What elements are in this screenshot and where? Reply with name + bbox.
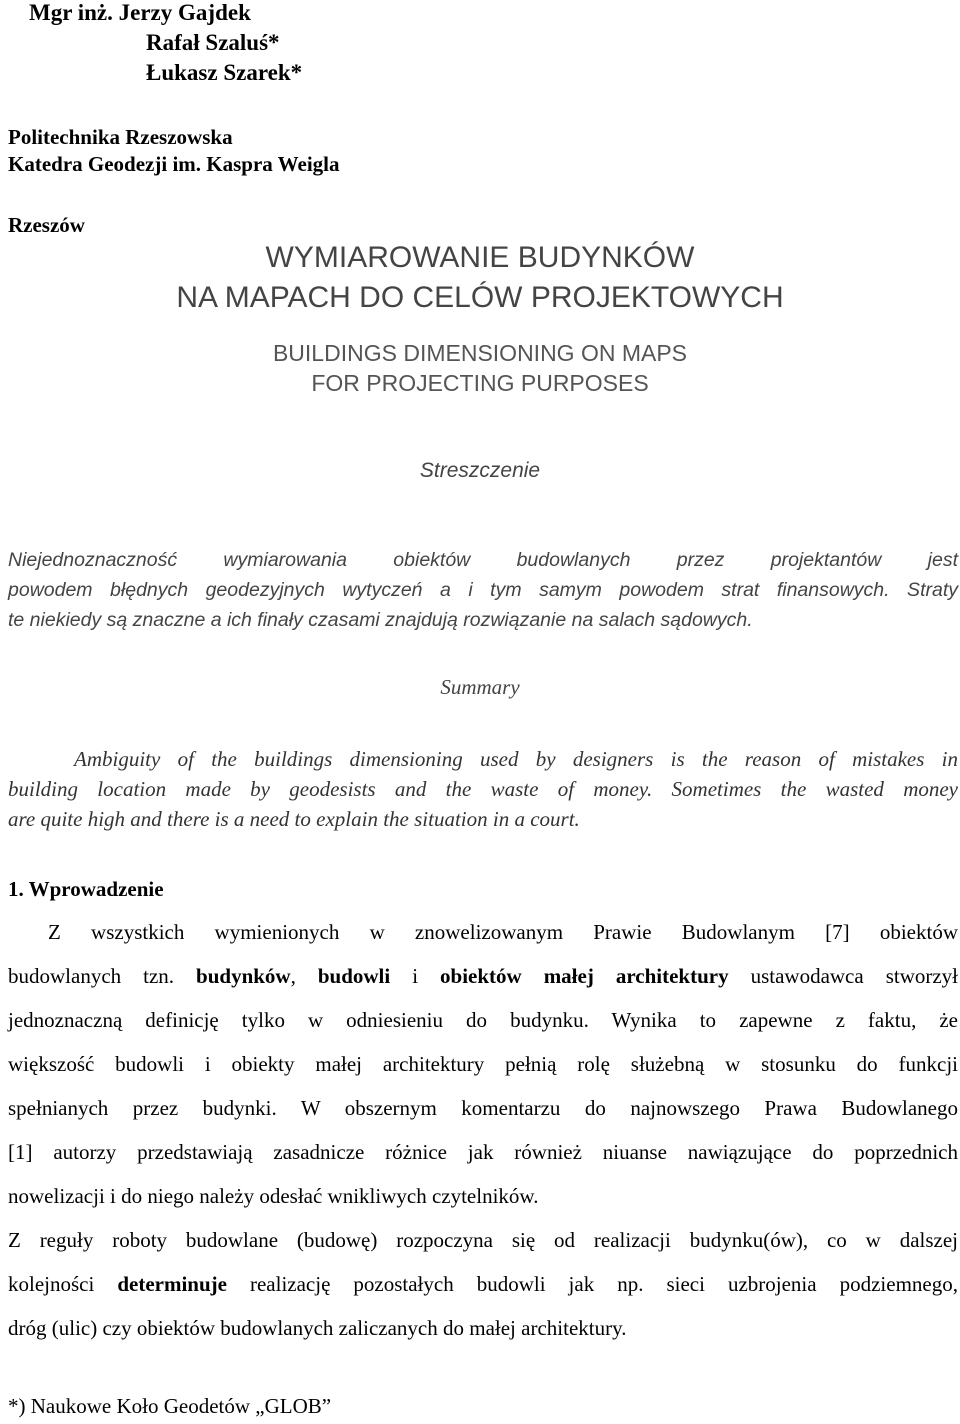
bold-term-budynkow: budynków <box>196 964 291 988</box>
affiliation-department: Katedra Geodezji im. Kaspra Weigla <box>8 152 340 176</box>
bold-term-obiektow: obiektów małej architektury <box>440 964 729 988</box>
body-line <box>8 1262 958 1306</box>
abstract-en-heading: Summary <box>440 675 520 699</box>
body-line: Z reguły roboty budowlane (budowę) rozpoczyna się od realizacji budynku(ów), co w dalszej <box>8 1228 958 1252</box>
body-text-run: , <box>290 964 318 988</box>
abstract-pl <box>8 545 958 635</box>
abstract-pl-line: powodem błędnych geodezyjnych wytyczeń a i tym samym powodem strat finansowych. Straty <box>8 579 958 601</box>
affiliation-city: Rzeszów <box>8 213 85 237</box>
author-2: Rafał Szaluś* <box>146 30 280 55</box>
body-text-run: kolejności <box>8 1272 118 1296</box>
section-body <box>8 910 958 1350</box>
abstract-pl-line: te niekiedy są znaczne a ich finały czasami znajdują rozwiązanie na salach sądowych. <box>8 609 753 631</box>
body-line: spełnianych przez budynki. W obszernym komentarzu do najnowszego Prawa Budowlanego <box>8 1096 958 1120</box>
author-3: Łukasz Szarek* <box>146 60 303 85</box>
abstract-en <box>8 744 958 834</box>
body-line: dróg (ulic) czy obiektów budowlanych zaliczanych do małej architektury. <box>8 1316 627 1340</box>
body-text-run: budowlanych tzn. <box>8 964 197 988</box>
body-line: nowelizacji i do niego należy odesłać wnikliwych czytelników. <box>8 1184 539 1208</box>
body-text-run: ustawodawca stworzył <box>728 964 959 988</box>
abstract-pl-line: Niejednoznaczność wymiarowania obiektów budowlanych przez projektantów jest <box>8 549 958 571</box>
title-pl-line-1: WYMIAROWANIE BUDYNKÓW <box>265 241 695 274</box>
bold-term-budowli: budowli <box>317 964 391 988</box>
body-text-run: realizację pozostałych budowli jak np. sieci uzbrojenia podziemnego, <box>226 1272 958 1296</box>
body-line: jednoznaczną definicję tylko w odniesieniu do budynku. Wynika to zapewne z faktu, że <box>8 1008 958 1032</box>
section-heading: 1. Wprowadzenie <box>8 877 164 901</box>
abstract-en-line: are quite high and there is a need to explain the situation in a court. <box>8 807 580 831</box>
title-en-line-1: BUILDINGS DIMENSIONING ON MAPS <box>272 340 688 366</box>
body-text-run: i <box>390 964 441 988</box>
author-1: Mgr inż. Jerzy Gajdek <box>29 0 251 25</box>
title-en-line-2: FOR PROJECTING PURPOSES <box>311 370 649 396</box>
abstract-en-line: Ambiguity of the buildings dimensioning used by designers is the reason of mistakes in <box>74 747 958 771</box>
body-line <box>8 954 958 998</box>
footnote: *) Naukowe Koło Geodetów „GLOB” <box>8 1394 332 1418</box>
bold-term-determinuje: determinuje <box>117 1272 227 1296</box>
body-line: Z wszystkich wymienionych w znowelizowanym Prawie Budowlanym [7] obiektów <box>48 920 958 944</box>
affiliation-university: Politechnika Rzeszowska <box>8 125 233 149</box>
title-pl-line-2: NA MAPACH DO CELÓW PROJEKTOWYCH <box>176 281 784 314</box>
abstract-en-line: building location made by geodesists and the waste of money. Sometimes the wasted money <box>8 777 958 801</box>
body-line: większość budowli i obiekty małej architektury pełnią rolę służebną w stosunku do funkcji <box>8 1052 958 1076</box>
abstract-pl-heading: Streszczenie <box>419 459 541 482</box>
body-line: [1] autorzy przedstawiają zasadnicze różnice jak również niuanse nawiązujące do poprzednich <box>8 1140 958 1164</box>
